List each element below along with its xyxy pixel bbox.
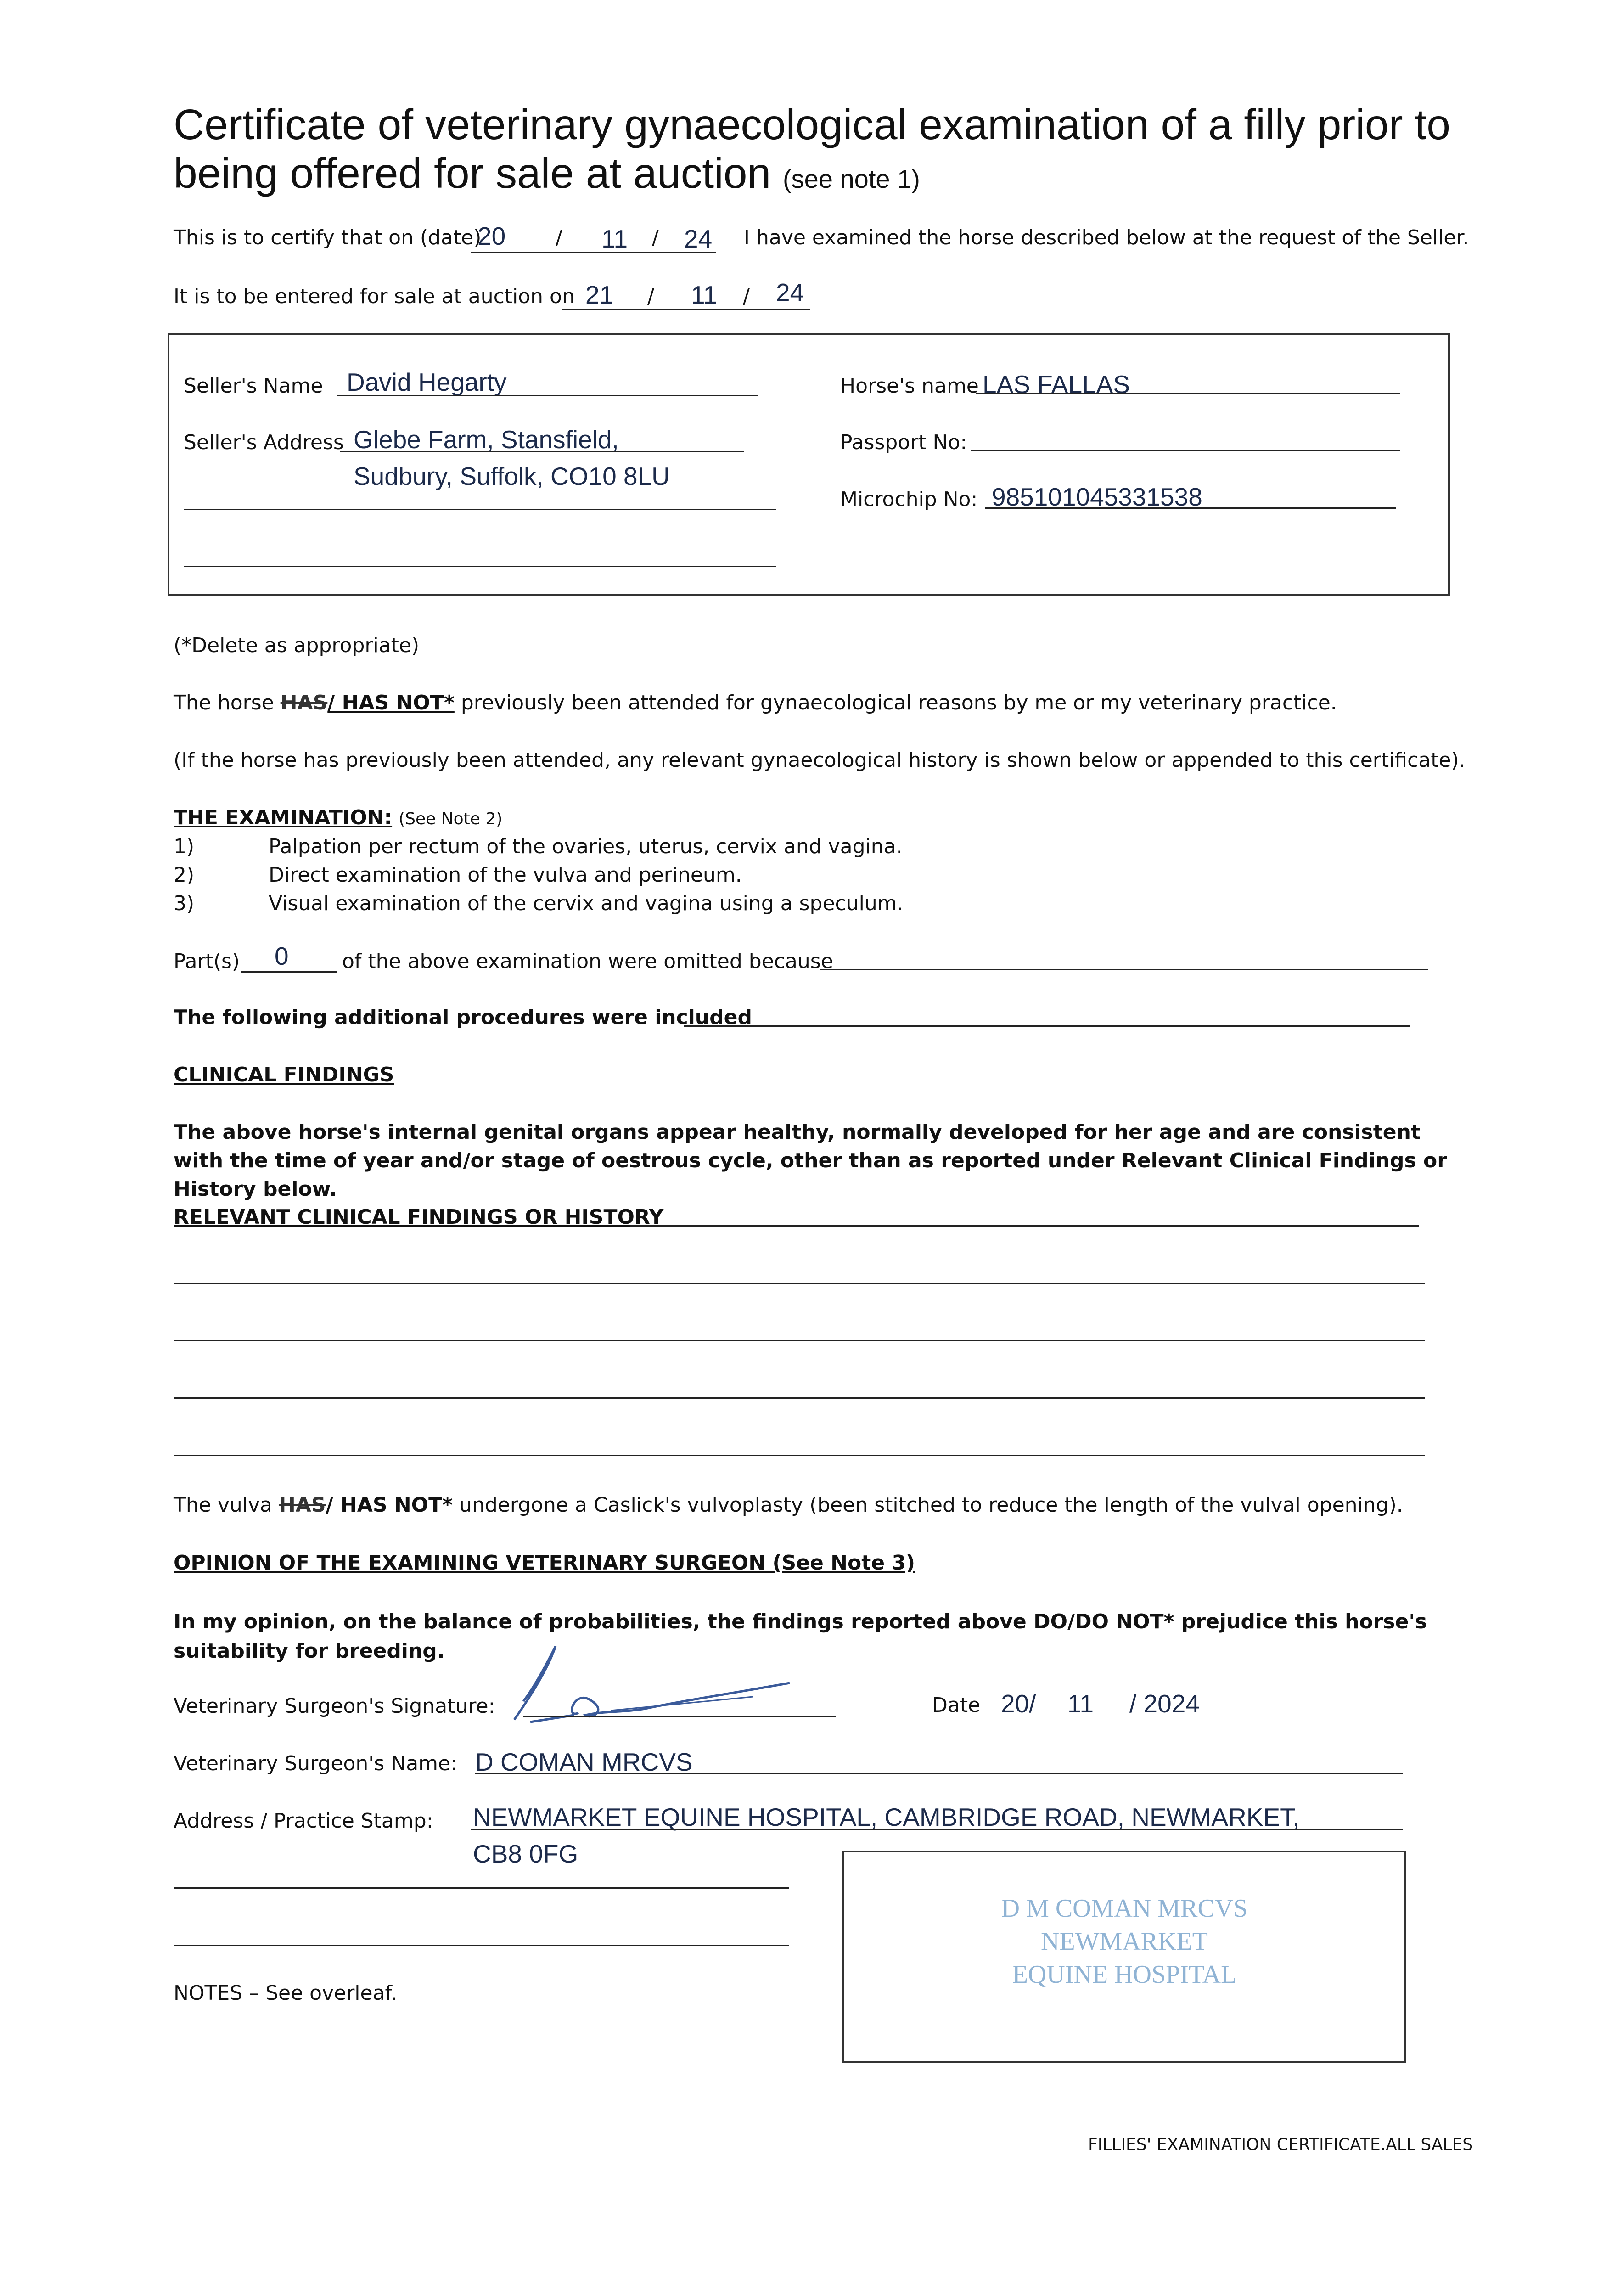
horse-name-label: Horse's name [840, 374, 979, 398]
slash: / [743, 285, 750, 308]
exam-item-text: Direct examination of the vulva and perineum. [269, 863, 742, 887]
auction-prefix: It is to be entered for sale at auction on [174, 285, 575, 308]
practice-underline [174, 1887, 789, 1889]
relevant-underline [174, 1397, 1425, 1399]
horse-name[interactable]: LAS FALLAS [983, 370, 1130, 399]
stamp-line2: NEWMARKET [1041, 1927, 1208, 1956]
attended-has-not: / HAS NOT* [327, 691, 455, 715]
seller-name[interactable]: David Hegarty [347, 368, 507, 396]
auction-day[interactable]: 21 [585, 281, 614, 309]
examination-heading: THE EXAMINATION: [174, 806, 393, 829]
attended-prefix: The horse [174, 691, 274, 715]
relevant-underline [630, 1225, 1419, 1227]
exam-item-num: 2) [174, 863, 195, 887]
passport-label: Passport No: [840, 431, 967, 454]
omitted-value[interactable]: 0 [275, 942, 289, 970]
attended-line [174, 691, 1337, 715]
practice-underline [471, 1829, 1403, 1830]
certify-year[interactable]: 24 [684, 225, 713, 253]
exam-item-text: Visual examination of the cervix and vagina using a speculum. [269, 892, 904, 915]
opinion-heading: OPINION OF THE EXAMINING VETERINARY SURGEON (See Note 3) [174, 1551, 915, 1575]
additional-label: The following additional procedures were included [174, 1006, 752, 1029]
relevant-heading: RELEVANT CLINICAL FINDINGS OR HISTORY [174, 1205, 664, 1229]
additional-underline [684, 1025, 1410, 1027]
signature-underline [523, 1716, 836, 1717]
stamp-line3: EQUINE HOSPITAL [1012, 1960, 1237, 1989]
exam-item-num: 1) [174, 835, 195, 858]
surgeon-name-label: Veterinary Surgeon's Name: [174, 1752, 457, 1775]
surgeon-name-underline [475, 1773, 1403, 1774]
microchip-label: Microchip No: [840, 488, 978, 511]
certify-suffix: I have examined the horse described below at the request of the Seller. [744, 226, 1469, 249]
signature-date-day[interactable]: 20/ [1001, 1689, 1036, 1718]
attended-suffix: previously been attended for gynaecological reasons by me or my veterinary practice. [461, 691, 1337, 715]
vulva-prefix: The vulva [174, 1493, 272, 1517]
signature-label: Veterinary Surgeon's Signature: [174, 1694, 495, 1718]
clinical-heading: CLINICAL FINDINGS [174, 1063, 394, 1086]
clinical-statement: The above horse's internal genital organs appear healthy, normally developed for her age and are consistent with the time of year and/or stage of oestrous cycle, other than as reported under Relevant Clinical Findings or History below. [174, 1120, 1447, 1201]
practice-stamp [842, 1892, 1406, 1991]
page-title [174, 100, 1505, 203]
vulva-has-not: / HAS NOT* [326, 1493, 453, 1517]
practice-line2[interactable]: CB8 0FG [473, 1840, 578, 1868]
slash: / [647, 285, 654, 308]
seller-address-line2[interactable]: Sudbury, Suffolk, CO10 8LU [354, 462, 670, 490]
auction-date-underline [562, 309, 810, 310]
certify-month[interactable]: 11 [601, 225, 628, 253]
vulva-has-struck: HAS [278, 1493, 326, 1517]
exam-item-text: Palpation per rectum of the ovaries, uterus, cervix and vagina. [269, 835, 903, 858]
vulva-line [174, 1493, 1403, 1517]
title-note: (see note 1) [783, 164, 920, 193]
slash: / [556, 226, 562, 249]
opinion-statement: In my opinion, on the balance of probabilities, the findings reported above DO/DO NOT* prejudice this horse's suitability for breeding. [174, 1610, 1427, 1663]
certify-prefix: This is to certify that on (date) [174, 226, 482, 249]
practice-label: Address / Practice Stamp: [174, 1809, 433, 1833]
omitted-reason-underline [820, 969, 1428, 970]
seller-address-label: Seller's Address [184, 431, 344, 454]
surgeon-name[interactable]: D COMAN MRCVS [475, 1748, 693, 1776]
relevant-underline [174, 1340, 1425, 1341]
omitted-suffix: of the above examination were omitted because [342, 950, 833, 973]
seller-address-underline2 [184, 509, 776, 510]
date-label: Date [932, 1694, 981, 1717]
exam-item-num: 3) [174, 892, 195, 915]
delete-note: (*Delete as appropriate) [174, 634, 420, 657]
seller-address-underline1 [340, 451, 744, 452]
stamp-line1: D M COMAN MRCVS [1001, 1894, 1248, 1923]
seller-address-line1[interactable]: Glebe Farm, Stansfield, [354, 425, 619, 454]
practice-line1[interactable]: NEWMARKET EQUINE HOSPITAL, CAMBRIDGE ROAD, NEWMARKET, [473, 1803, 1300, 1831]
examination-heading-row [174, 806, 502, 829]
footer: FILLIES' EXAMINATION CERTIFICATE.ALL SALES [1088, 2135, 1473, 2154]
seller-name-label: Seller's Name [184, 374, 323, 398]
notes: NOTES – See overleaf. [174, 1981, 397, 2005]
microchip-underline [985, 507, 1396, 509]
auction-month[interactable]: 11 [691, 281, 718, 309]
certify-date-underline [471, 252, 716, 253]
history-note: (If the horse has previously been attended, any relevant gynaecological history is shown below or appended to this certificate). [174, 748, 1466, 772]
horse-name-underline [976, 393, 1400, 394]
attended-has-struck: HAS [280, 691, 328, 715]
auction-year[interactable]: 24 [776, 278, 804, 307]
signature-image [496, 1632, 845, 1729]
omitted-underline [241, 971, 337, 973]
vulva-suffix: undergone a Caslick's vulvoplasty (been stitched to reduce the length of the vulval opening). [459, 1493, 1403, 1517]
examination-heading-note: (See Note 2) [399, 810, 503, 828]
seller-name-underline [337, 395, 758, 396]
title-main: Certificate of veterinary gynaecological examination of a filly prior to being offered for sale at auction [174, 101, 1451, 197]
signature-date-month[interactable]: 11 [1067, 1689, 1094, 1718]
practice-underline [174, 1945, 789, 1946]
slash: / [652, 226, 659, 249]
relevant-underline [174, 1455, 1425, 1456]
signature-date-year[interactable]: / 2024 [1129, 1689, 1200, 1718]
relevant-underline [174, 1283, 1425, 1284]
omitted-prefix: Part(s) [174, 950, 240, 973]
seller-address-underline3 [184, 566, 776, 567]
certify-day[interactable]: 20 [477, 222, 506, 250]
passport-underline [971, 450, 1400, 451]
microchip-value[interactable]: 985101045331538 [992, 483, 1202, 511]
